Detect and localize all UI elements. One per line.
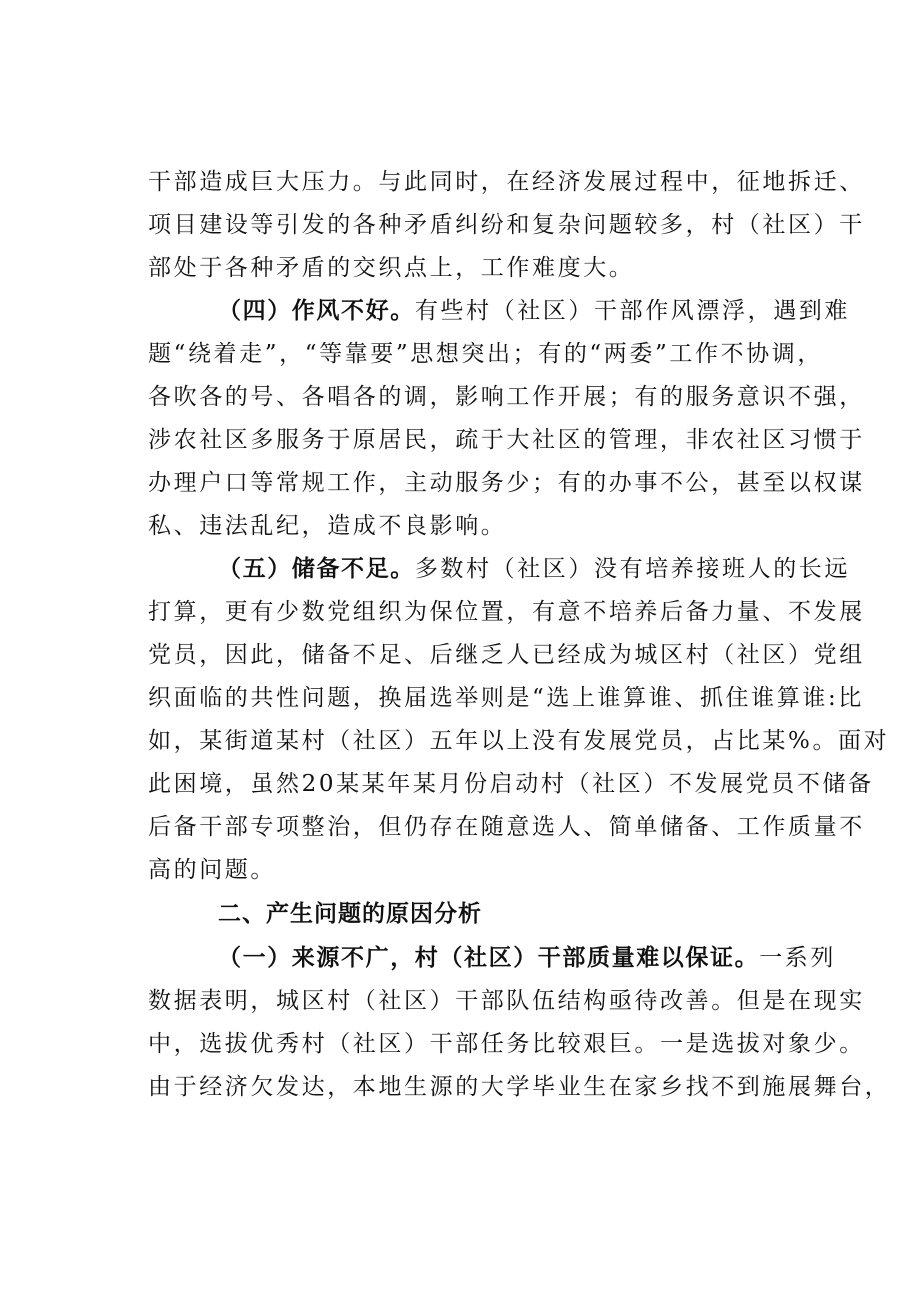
line-text: 数据表明，城区村（社区）干部队伍结构亟待改善。但是在现实 <box>148 988 865 1014</box>
text-line <box>148 511 808 541</box>
line-text: 如，某街道某村（社区）五年以上没有发展党员，占比某%。面对 <box>148 728 890 754</box>
paragraph-five-first-line <box>218 554 851 584</box>
line-text: 此困境，虽然20某某年某月份启动村（社区）不发展党员不储备 <box>148 771 874 797</box>
line-text: 后备干部专项整治，但仍存在随意选人、简单储备、工作质量不 <box>148 814 865 840</box>
text-line <box>148 1072 891 1102</box>
text-line <box>148 468 865 498</box>
line-text: 党员，因此，储备不足、后继乏人已经成为城区村（社区）党组 <box>148 642 865 668</box>
line-text: 中，选拔优秀村（社区）干部任务比较艰巨。一是选拔对象少。 <box>148 1031 865 1057</box>
paragraph-four-first-line <box>218 296 851 326</box>
text-line <box>148 425 865 455</box>
section-title-text: 二、产生问题的原因分析 <box>218 901 482 927</box>
text-line <box>148 855 808 885</box>
line-text: 有些村（社区）干部作风漂浮，遇到难 <box>414 298 851 324</box>
line-text: 一系列 <box>759 945 837 971</box>
subsection-heading-one: （一）来源不广，村（社区）干部质量难以保证。 <box>218 945 760 971</box>
line-text: 项目建设等引发的各种矛盾纠纷和复杂问题较多，村（社区）干 <box>148 212 865 238</box>
text-line <box>148 640 865 670</box>
section-heading-four: （四）作风不好。 <box>218 298 415 324</box>
line-text: 各吹各的号、各唱各的调，影响工作开展；有的服务意识不强， <box>148 384 865 410</box>
text-line <box>148 812 865 842</box>
text-line <box>148 382 865 412</box>
line-text: 打算，更有少数党组织为保位置，有意不培养后备力量、不发展 <box>148 599 865 625</box>
text-line <box>148 1029 865 1059</box>
section-title <box>218 899 808 929</box>
line-text: 题“绕着走”，“等靠要”思想突出；有的“两委”工作不协调， <box>148 341 823 367</box>
line-text: 私、违法乱纪，造成不良影响。 <box>148 513 507 539</box>
line-text: 办理户口等常规工作，主动服务少；有的办事不公，甚至以权谋 <box>148 470 865 496</box>
text-line <box>148 769 874 799</box>
line-text: 涉农社区多服务于原居民，疏于大社区的管理，非农社区习惯于 <box>148 427 865 453</box>
text-line <box>148 726 890 756</box>
section-heading-five: （五）储备不足。 <box>218 556 415 582</box>
line-text: 部处于各种矛盾的交织点上，工作难度大。 <box>148 255 635 281</box>
line-text: 由于经济欠发达，本地生源的大学毕业生在家乡找不到施展舞台， <box>148 1074 891 1100</box>
paragraph-one-first-line <box>218 943 837 973</box>
text-line <box>148 253 808 283</box>
line-text: 织面临的共性问题，换届选举则是“选上谁算谁、抓住谁算谁:比 <box>148 685 864 711</box>
text-line <box>148 167 865 197</box>
text-line <box>148 597 865 627</box>
text-line <box>148 986 865 1016</box>
text-line <box>148 210 865 240</box>
text-line <box>148 339 823 369</box>
line-text: 干部造成巨大压力。与此同时，在经济发展过程中，征地拆迁、 <box>148 169 865 195</box>
line-text: 高的问题。 <box>148 857 276 883</box>
line-text: 多数村（社区）没有培养接班人的长远 <box>414 556 851 582</box>
text-line <box>148 683 864 713</box>
